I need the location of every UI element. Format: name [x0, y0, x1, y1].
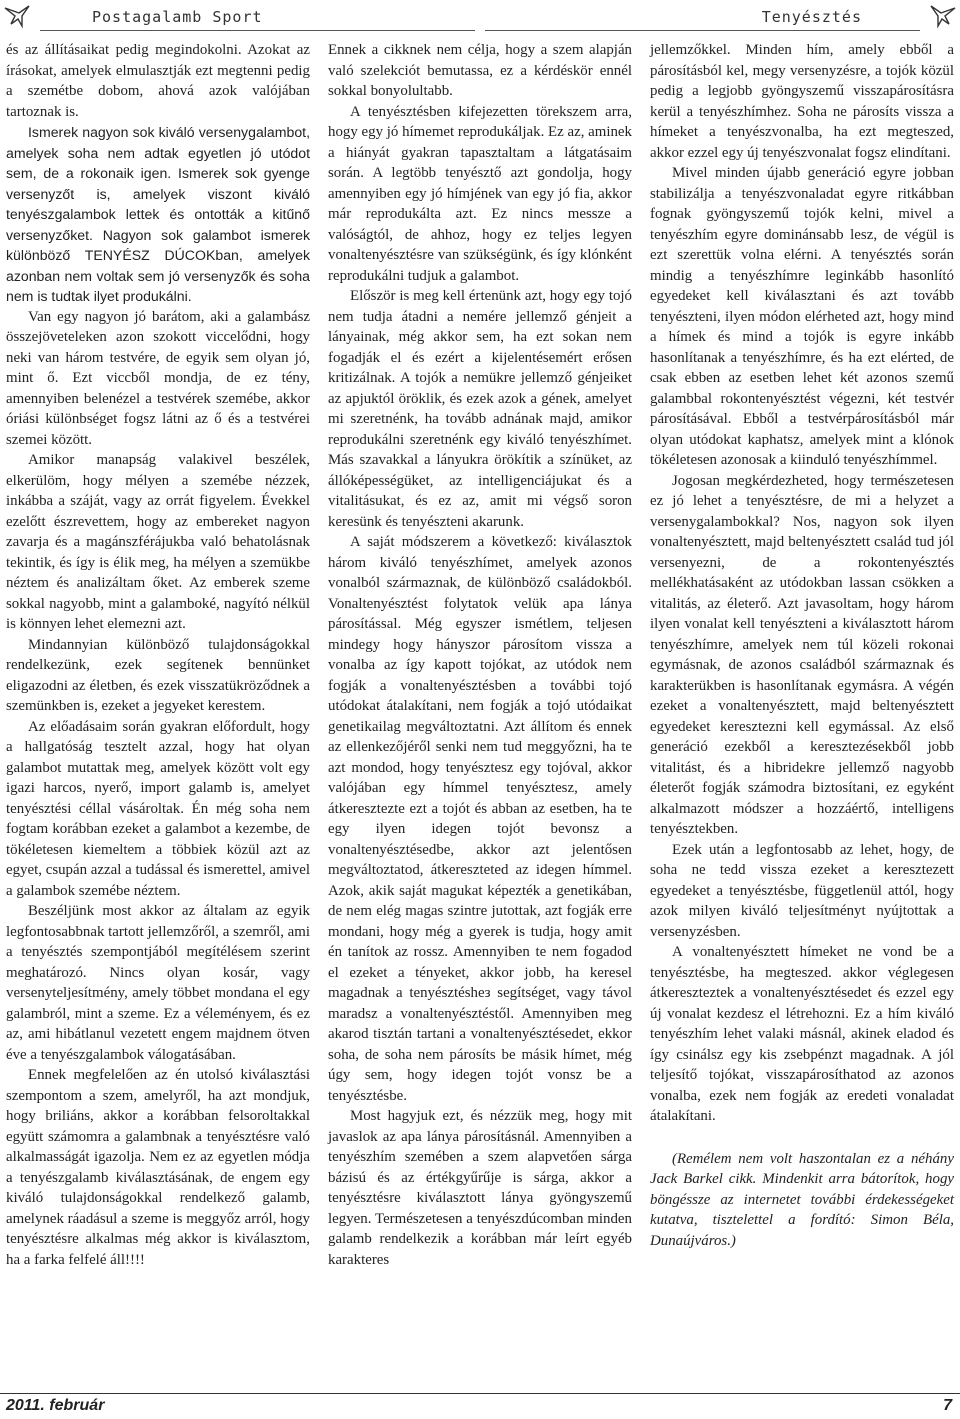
paragraph: A tenyésztésben kifejezetten törekszem arra, hogy egy jó hímemet reprodukáljak. Ez az, aminek a hiányát gyakran tapasztaltam a látgatásaim során. A legtöbb tenyésztő azt gondolja, hogy amennyiben egy jó hímjének van egy jó fia, akkor már reprodukálta azt. Ez nincs messze a valóságtól, de ahhoz, hogy ez teljes legyen vonaltenyésztésre van szükségünk, és így klónként reprodukálni tudjuk a galambot.	[328, 103, 632, 284]
paragraph: és az állításaikat pedig megindokolni. Azokat az írásokat, amelyek elmulasztják ezt megtenni pedig a szemétbe dobom, ahová azok valójában tartoznak is.	[6, 42, 310, 120]
paragraph: A saját módszerem a következő: kiválasztok három kiváló tenyészhímet, amelyek azonos vonalból származnak, de különböző családokból. Vonaltenyésztést folytatok velük apa lánya párosítással. Még egyszer ismétlem, teljesen mindegy hogy hányszor párosítom vissza a vonalba az így kapott tojókat, az utódok nem fogják a vonaltenyésztésben a további tojó utódokat átalakítani, nem fogják a tojó utódaikat genetikailag megváltoztatni. Azt állítom és ennek az ellenkezőjéről senki nem tud meggyőzni, ha te azt mondod, hogy tenyésztesz egy tojóval, akkor valójában egy hímmel tenyésztesz, amely átkereszteztе ezt a tojót és abban az esetben, ha te egy ilyen idegen tojót bevonsz a vonaltenyésztésedbe, akkor azt jelentősen megváltoztatod, átkereszteted az idegen hímmel. Azok, akik saját magukat képezték a genetikában, de nem elég magas szintre jutottak, azt fogják erre mondani, hogy még a gyerek is tudja, hogy amit én tanítok az rossz. Amennyiben te nem fogadod el ezeket a tényeket, akkor jobb, ha keresel magadnak a tenyésztésheз segítséget, vagy távol maradsz a vonaltenyésztéstől. Amennyiben meg akarod tisztán tartani a vonaltenyésztésedet, ekkor soha, de soha nem párosíts be másik hímet, még úgy sem, hogy idegen tojót vonsz be a tenyésztésbe.	[328, 534, 632, 1104]
header-rule-right	[485, 30, 920, 31]
paragraph: Mindannyian különböző tulajdonságokkal rendelkezünk, ezek segítenek bennünket eligazodni az életben, és ezek visszatükröződnek a szemünkben is, ezeket a jegyeket kerestem.	[6, 636, 310, 714]
paragraph: Beszéljünk most akkor az általam az egyik legfontosabbnak tartott jellemzőről, a szemről, ami a tenyésztés szempontjából megítélésem szerint meghatározó. Nincs olyan kosár, vagy versenyteljesítmény, amely többet mondana el egy galambról, mint a szeme. Ez a véleményem, és ez az, ami hibátlanul vezetett engem majdnem ötven éve a tenyészgalambok válogatásában.	[6, 903, 310, 1063]
section-title: Tenyésztés	[761, 8, 862, 26]
paragraph: Amikor manapság valakivel beszélek, elkerülöm, hogy mélyen a szemébe nézzek, inkábba a száját, vagy az orrát figyelem. Évekkel ezelőtt észrevettem, hogy az embereket nagyon zavarja és a magánszférájukba való behatolásnak tekintik, és így is élik meg, ha mélyen a szemükbe néztem és analizáltam őket. Az emberek szeme sokkal nagyobb, mint a galamboké, nagyító nélkül is könnyen lehet elemezni azt.	[6, 452, 310, 632]
text-column-1	[6, 40, 310, 1365]
paragraph: Először is meg kell értenünk azt, hogy egy tojó nem tudja átadni a nemére jellemző génjeit a lányainak, még akkor sem, ha ezt sokan nem fogadják el és ezért a kijelentésemért erősen kritizálnak. A tojók a nemükre jellemző génjeiket az apjuktól öröklik, és ezek azok a gének, amelyet mi szeretnénk, ha tovább adnának majd, amikor reprodukálni szeretnénk egy kiváló tenyészhímet. Más szavakkal a lányukra örökítik a színüket, az állóképességüket, az intelligenciájukat és a vitalitásukat, és ez az, amit mi végső soron keresünk és tenyészteni akarunk.	[328, 288, 632, 530]
paragraph: Ennek a cikknek nem célja, hogy a szem alapján való szelekciót bemutassa, ez a kérdéskör ennél sokkal bonyolultabb.	[328, 42, 632, 99]
header-rule-left	[40, 30, 475, 31]
footer-rule	[0, 1393, 960, 1394]
paragraph: A vonaltenyésztett hímeket ne vond be a tenyésztésbe, ha megteszed. akkor véglegesen átkereszteztek a vonaltenyésztésedet és ezzel egy új vonalat kezdesz el létrehozni. Ez a hím kiváló tenyészhím lehet valaki másnál, akinek eladod és így csinálsz egy kis zsebpénzt magadnak. A jól teljesítő tojókat, visszapárosíthatod az azonos vonalba, ezek nem fogják az eredeti vonaladat átalakítani.	[650, 944, 954, 1124]
paragraph: Ismerek nagyon sok kiváló versenygalambot, amelyek soha nem adtak egyetlen jó utódot sem, de a rokonaik igen. Ismerek sok gyenge versenyzőt is, amelyek viszont kiváló tenyészgalambok lettek és ontották a kitűnő versenyzőket. Nagyon sok galambot ismerek különböző TENYÉSZ DÚCOKban, amelyek azonban nem voltak sem jó versenyzők és soha nem is tudtak ilyet produkálni.	[6, 124, 310, 304]
text-column-3	[650, 40, 954, 1365]
translator-note: (Remélem nem volt haszontalan ez a néhány Jack Barkel cikk. Mindenkit arra bátorítok, hogy böngéssze az internetet további érdekességeket kutatva, tisztelettel a fordító: Simon Béla, Dunaújváros.)	[650, 1150, 954, 1249]
paragraph: Van egy nagyon jó barátom, aki a galambász összejöveteleken azon szokott viccelődni, hogy neki van három testvére, de egyik sem olyan jó, mint ő. Ezt viccből mondja, de ez tény, amennyiben belenézel a testvérek szemébe, akkor óriási különbséget fogsz látni az ő és a testvérei szemei között.	[6, 308, 310, 448]
pigeon-icon	[2, 2, 32, 32]
issue-date: 2011. február	[6, 1397, 105, 1414]
page-header	[0, 0, 960, 38]
paragraph: Mivel minden újabb generáció egyre jobban stabilizálja a tenyészvonaladat egyre ritkábban fognak gyöngyszemű tojók kelni, mivel a tenyészhím egyre dominánsabb lesz, de végül is ezt szerettük volna elérni. A tenyésztés során mindig a tenyészhímre leginkább hasonlító egyedeket kell kiválasztani és azt tovább tenyészteni, ilyen módon elérheted azt, hogy mind a hímek és mind a tojók is egyre inkább hasonlítanak a tenyészhímre, és ha ezt elérted, de csak ebben az esetben lehet két azonos szemű galambbal rokontenyésztést végezni, két testvér párosításával. Ebből a testvérpárosításból már olyan utódokat kaphatsz, amelyek mint a klónok tökéletesen azonosak a kiinduló tenyészhímmel.	[650, 165, 954, 468]
paragraph: Az előadásaim során gyakran előfordult, hogy a hallgatóság tesztelt azzal, hogy hat olyan galambot mutattak meg, amelyek között volt egy igazi harcos, nyerő, import galamb is, amelyet tenyésztési céllal vásároltak. Én még soha nem fogtam korábban ezeket a galambot a kezembe, de tökéletesen kiemeltem a többiek közül azt az egyet, csupán azzal a tudással és ismerettel, amivel a galambok szemébe néztem.	[6, 718, 310, 899]
paragraph: Jogosan megkérdezheted, hogy természetesen ez jó lehet a tenyésztésre, de mi a helyzet a versenygalambokkal? Nos, nagyon sok ilyen vonaltenyésztett, majd beltenyésztett család tud jól versenyezni, de a rokontenyésztés mellékhatásaként az utódokban lassan csökken a vitalitás, az életerő. Azt javasoltam, hogy három ilyen vonalat kell tenyészteni a kiválasztott három tenyészhímre, amelyek nem túl közeli rokonai egymásnak, de azonos családból származnak és karakterükben is hasonlítanak egymásra. A végén ezeket a vonaltenyésztett, majd beltenyésztett egyedeket keresztezni kell egymással. Az első generáció ezekből a keresztezésekből jobb vitalitást, és a hibridekre jellemző nagyobb életerőt fogják számodra biztosítani, ez egyként alkalmazott módszer a hozzáértő, intelligens tenyésztekben.	[650, 472, 954, 837]
pigeon-icon	[928, 2, 958, 32]
paragraph: Ennek megfelelően az én utolsó kiválasztási szempontom a szem, amelyről, ha azt mondjuk, hogy briliáns, akkor a korábban felsoroltakkal együtt számomra a galambnak a tenyésztésre való alkalmasságát igazolja. Nem ez az egyetlen módja a tenyészgalamb kiválasztásának, de engem egy kiváló tulajdonságokkal rendelkező galamb, amelynek ráadásul a szeme is meggyőz arról, hogy tenyésztésre alkalmas még akkor is kiválasztom, ha a farka felfelé áll!!!!	[6, 1067, 310, 1268]
paragraph: jellemzőkkel. Minden hím, amely ebből a párosításból kel, megy versenyzésre, a tojók közül pedig a legjobb gyöngyszemű visszapárosításra kerül a tenyészhímhez. Soha ne párosíts vissza a hímeket a tenyészvonalba, ha ezt megteszed, akkor ezzel egy új tenyészvonalat fogsz elindítani.	[650, 42, 954, 161]
page-number: 7	[943, 1397, 952, 1414]
text-column-2	[328, 40, 632, 1365]
magazine-title: Postagalamb Sport	[92, 8, 263, 26]
paragraph: Ezek után a legfontosabb az lehet, hogy, de soha ne tedd vissza ezeket a keresztezett egyedeket a tenyésztésbe, függetlenül attól, hogy azok milyen kiváló teljesítményt nyújtottak a versenyzésben.	[650, 841, 954, 940]
paragraph: Most hagyjuk ezt, és nézzük meg, hogy mit javaslok az apa lánya párosításnál. Amennyiben a tenyészhím szemében a szem alapvetően sárga bázisú és az értékgyűrűje is sárga, akkor a tenyésztésre kiválasztott lánya gyöngyszemű legyen. Természetesen a tenyészdúcomban minden galamb rendelkezik a korábban már leírt egyéb karakteres	[328, 1108, 632, 1268]
